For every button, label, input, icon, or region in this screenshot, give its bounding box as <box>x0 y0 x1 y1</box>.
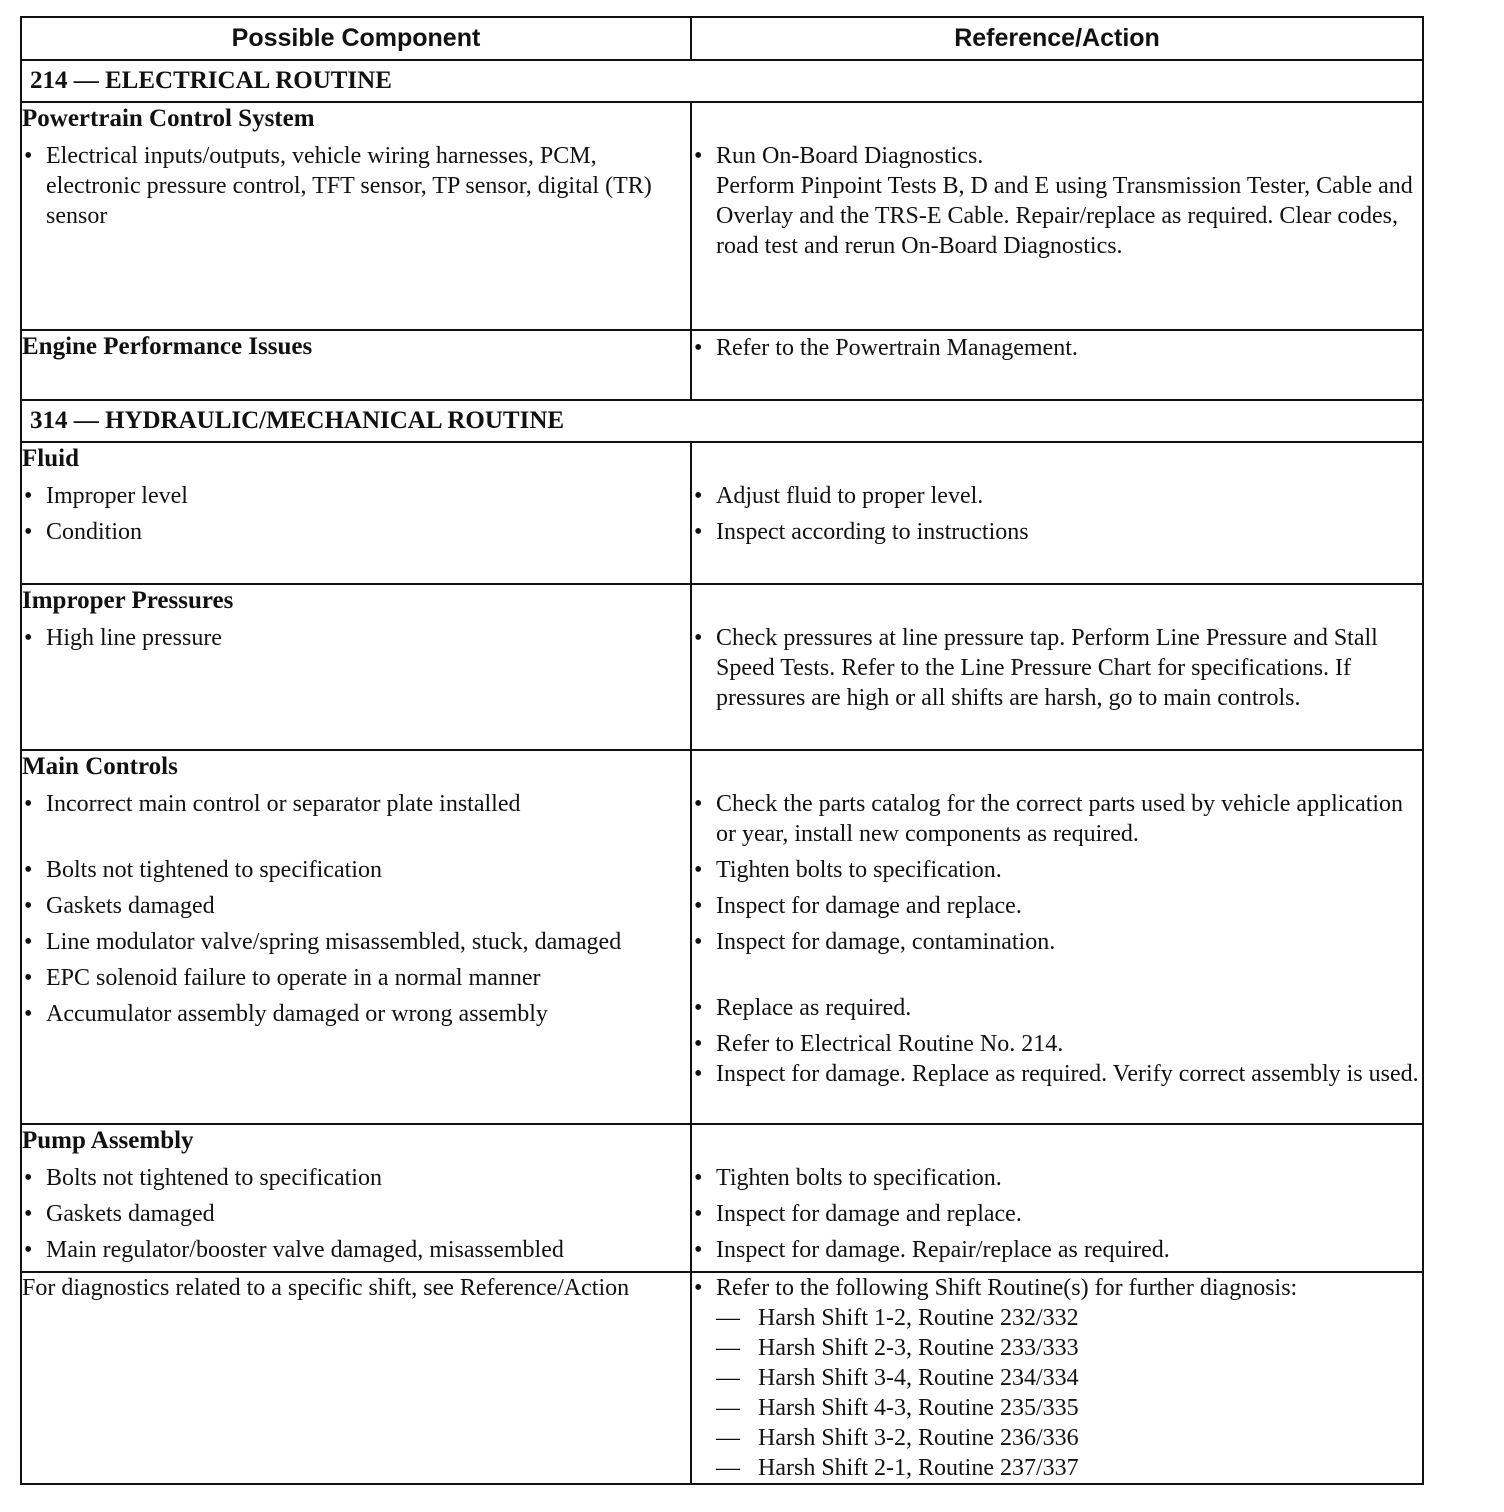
action-item: • Refer to the Powertrain Management. <box>692 333 1422 363</box>
section-title-electrical: 214 — ELECTRICAL ROUTINE <box>21 60 1423 102</box>
component-cell-powertrain <box>21 102 691 330</box>
component-note-shift: For diagnostics related to a specific shift, see Reference/Action <box>22 1275 630 1301</box>
action-cell-shift <box>691 1272 1423 1484</box>
shift-routine-item: — Harsh Shift 2-3, Routine 233/333 <box>692 1333 1422 1363</box>
component-item: • Bolts not tightened to specification <box>22 855 690 885</box>
action-item: • Inspect according to instructions <box>692 517 1422 547</box>
component-title-main-controls: Main Controls <box>22 753 178 780</box>
header-possible-component: Possible Component <box>21 17 691 60</box>
component-title-pump: Pump Assembly <box>22 1127 194 1154</box>
header-row <box>21 17 1423 60</box>
section-row-hydraulic <box>21 400 1423 442</box>
component-title-pressures: Improper Pressures <box>22 587 234 614</box>
component-cell-pump <box>21 1124 691 1272</box>
table-row-engine <box>21 330 1423 400</box>
component-title-engine: Engine Performance Issues <box>22 333 313 360</box>
component-item: • Gaskets damaged <box>22 1199 690 1229</box>
action-item: • Inspect for damage. Repair/replace as required. <box>692 1235 1422 1265</box>
component-item: • EPC solenoid failure to operate in a normal manner <box>22 963 690 993</box>
table-row-pump <box>21 1124 1423 1272</box>
component-item: • Accumulator assembly damaged or wrong assembly <box>22 999 690 1029</box>
action-cell-engine <box>691 330 1423 400</box>
action-item: • Inspect for damage, contamination. <box>692 927 1422 957</box>
component-cell-pressures <box>21 584 691 750</box>
component-item: • Incorrect main control or separator plate installed <box>22 789 690 819</box>
component-cell-fluid <box>21 442 691 584</box>
action-item: • Tighten bolts to specification. <box>692 855 1422 885</box>
component-item: • Main regulator/booster valve damaged, misassembled <box>22 1235 690 1265</box>
action-cell-pump <box>691 1124 1423 1272</box>
component-item: • High line pressure <box>22 623 690 653</box>
action-item-continued: Perform Pinpoint Tests B, D and E using Transmission Tester, Cable and Overlay and the TRS-E Cable. Repair/replace as required. Clear codes, road test and rerun On-Board Diagnostics. <box>716 173 1413 259</box>
component-cell-engine <box>21 330 691 400</box>
table-row-shift <box>21 1272 1423 1484</box>
shift-routine-item: — Harsh Shift 3-2, Routine 236/336 <box>692 1423 1422 1453</box>
component-item: • Electrical inputs/outputs, vehicle wiring harnesses, PCM, electronic pressure control, TFT sensor, TP sensor, digital (TR) sensor <box>22 141 690 231</box>
component-item: • Line modulator valve/spring misassembled, stuck, damaged <box>22 927 690 957</box>
component-item: • Gaskets damaged <box>22 891 690 921</box>
shift-routine-item: — Harsh Shift 4-3, Routine 235/335 <box>692 1393 1422 1423</box>
shift-routine-item: — Harsh Shift 1-2, Routine 232/332 <box>692 1303 1422 1333</box>
action-item: • Run On-Board Diagnostics. <box>692 141 1422 171</box>
component-title-powertrain: Powertrain Control System <box>22 105 315 132</box>
component-item: • Condition <box>22 517 690 547</box>
action-cell-main-controls <box>691 750 1423 1124</box>
action-item: • Refer to the following Shift Routine(s) for further diagnosis: <box>692 1273 1422 1303</box>
action-item: • Inspect for damage. Replace as required. Verify correct assembly is used. <box>692 1059 1422 1089</box>
table-row-main-controls <box>21 750 1423 1124</box>
section-row-electrical <box>21 60 1423 102</box>
action-item: • Adjust fluid to proper level. <box>692 481 1422 511</box>
component-item: • Improper level <box>22 481 690 511</box>
action-cell-fluid <box>691 442 1423 584</box>
action-item: • Refer to Electrical Routine No. 214. <box>692 1029 1422 1059</box>
action-item: • Inspect for damage and replace. <box>692 891 1422 921</box>
section-title-hydraulic: 314 — HYDRAULIC/MECHANICAL ROUTINE <box>21 400 1423 442</box>
table-row-pressures <box>21 584 1423 750</box>
component-cell-main-controls <box>21 750 691 1124</box>
component-title-fluid: Fluid <box>22 445 79 472</box>
action-item: • Tighten bolts to specification. <box>692 1163 1422 1193</box>
action-item: • Inspect for damage and replace. <box>692 1199 1422 1229</box>
component-item: • Bolts not tightened to specification <box>22 1163 690 1193</box>
action-item: • Replace as required. <box>692 993 1422 1023</box>
diagnosis-table <box>20 16 1424 1485</box>
action-cell-pressures <box>691 584 1423 750</box>
action-item: • Check the parts catalog for the correct parts used by vehicle application or year, install new components as required. <box>692 789 1422 849</box>
action-item: • Check pressures at line pressure tap. Perform Line Pressure and Stall Speed Tests. Refer to the Line Pressure Chart for specifications. If pressures are high or all shifts are harsh, go to main controls. <box>692 623 1422 713</box>
shift-routine-item: — Harsh Shift 2-1, Routine 237/337 <box>692 1453 1422 1483</box>
table-row-fluid <box>21 442 1423 584</box>
component-cell-shift <box>21 1272 691 1484</box>
header-reference-action: Reference/Action <box>691 17 1423 60</box>
action-cell-powertrain <box>691 102 1423 330</box>
shift-routine-item: — Harsh Shift 3-4, Routine 234/334 <box>692 1363 1422 1393</box>
table-row-powertrain <box>21 102 1423 330</box>
